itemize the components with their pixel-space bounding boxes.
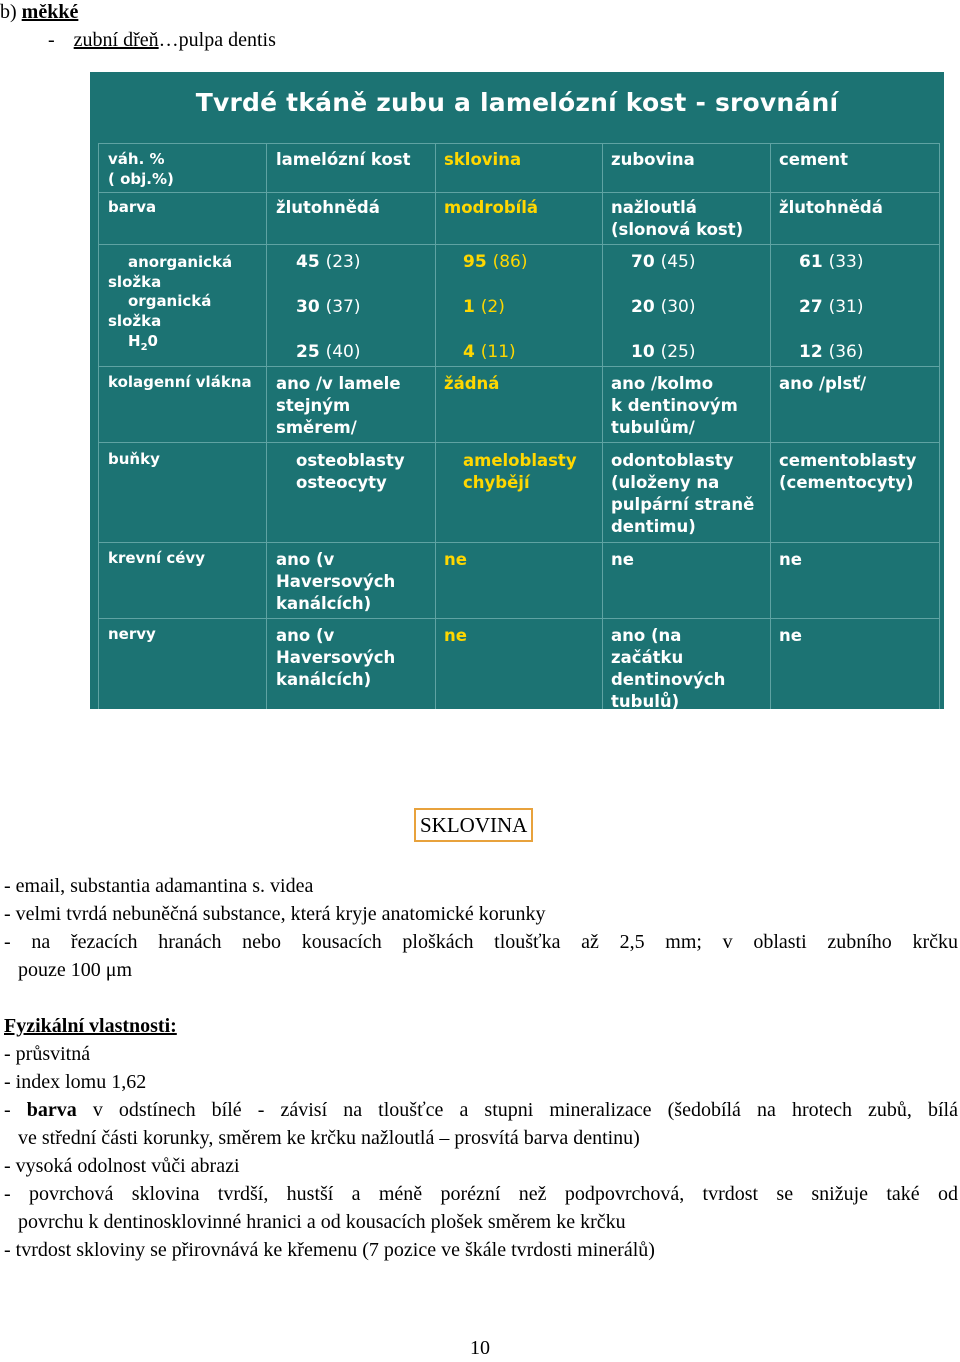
property-item-cont: povrchu k dentinosklovinné hranici a od kousacích plošek směrem ke krčku: [18, 1211, 626, 1233]
cell-nervy-zubovina: ano (na začátku dentinových tubulů): [611, 626, 726, 709]
val-anorg-cement: 61 (33): [799, 252, 864, 272]
grid-line: [939, 143, 940, 709]
val-org-cement: 27 (31): [799, 297, 864, 317]
page-number: 10: [470, 1337, 490, 1359]
property-item: - povrchová sklovina tvrdší, hustší a méně porézní než podpovrchová, tvrdost se snižuje také od: [4, 1183, 958, 1205]
label-slozka: složka: [108, 273, 162, 291]
val-org-zubovina: 20 (30): [631, 297, 696, 317]
grid-line: [98, 244, 940, 245]
col-header-zubovina: zubovina: [611, 150, 695, 169]
col-header-lamelozni-kost: lamelózní kost: [276, 150, 411, 169]
cell-nervy-kost: ano (v Haversových kanálcích): [276, 626, 396, 689]
cell-barva-zubovina: nažloutlá (slonová kost): [611, 198, 744, 239]
val-anorg-sklovina: 95 (86): [463, 252, 528, 272]
label-organicka: organická: [128, 292, 212, 310]
cell-cevy-cement: ne: [779, 550, 802, 569]
grid-line: [602, 143, 603, 709]
grid-line: [435, 143, 436, 709]
val-h2o-sklovina: 4 (11): [463, 342, 516, 362]
grid-line: [98, 442, 940, 443]
property-item-barva: - barva v odstínech bílé - závisí na tloušťce a stupni mineralizace (šedobílá na hrotech zubů, bílá: [4, 1099, 958, 1121]
val-h2o-zubovina: 10 (25): [631, 342, 696, 362]
cell-bunky-zubovina: odontoblasty (uloženy na pulpární straně dentimu): [611, 451, 755, 536]
val-anorg-zubovina: 70 (45): [631, 252, 696, 272]
label-anorganicka: anorganická: [128, 253, 233, 271]
row-label-cevy: krevní cévy: [108, 549, 205, 567]
val-h2o-cement: 12 (36): [799, 342, 864, 362]
row-label-weight: váh. % ( obj.%): [108, 150, 174, 188]
slide-title: Tvrdé tkáně zubu a lamelózní kost - srovnání: [195, 88, 839, 117]
intro-line-4: pouze 100 μm: [18, 959, 133, 981]
val-org-kost: 30 (37): [296, 297, 361, 317]
cell-barva-kost: žlutohnědá: [276, 198, 380, 217]
link-zubni-dren[interactable]: zubní dřeň: [73, 29, 159, 51]
grid-line: [266, 143, 267, 709]
cell-kolagen-zubovina: ano /kolmo k dentinovým tubulům/: [611, 374, 738, 437]
list-item-b: [0, 0, 78, 26]
col-header-cement: cement: [779, 150, 848, 169]
list-dash: -: [48, 29, 55, 51]
grid-line: [770, 143, 771, 709]
property-item-barva-cont: ve střední části korunky, směrem ke krčku nažloutlá – prosvítá barva dentinu): [18, 1127, 640, 1149]
col-header-sklovina: sklovina: [444, 150, 522, 169]
cell-cevy-kost: ano (v Haversových kanálcích): [276, 550, 396, 613]
cell-nervy-sklovina: ne: [444, 626, 467, 645]
grid-line: [98, 542, 940, 543]
section-title-mekke: měkké: [21, 1, 79, 23]
row-label-bunky: buňky: [108, 450, 160, 468]
grid-line: [98, 618, 940, 619]
intro-line-3: - na řezacích hranách nebo kousacích ploškách tloušťka až 2,5 mm; v oblasti zubního krčku: [4, 931, 958, 953]
grid-line: [98, 143, 99, 709]
cell-nervy-cement: ne: [779, 626, 802, 645]
row-label-nervy: nervy: [108, 625, 156, 643]
list-item-pulpa: [48, 26, 276, 54]
val-org-sklovina: 1 (2): [463, 297, 505, 317]
label-h2o: $H_20$: [128, 332, 158, 353]
val-h2o-kost: 25 (40): [296, 342, 361, 362]
row-label-barva: barva: [108, 198, 157, 216]
cell-barva-sklovina: modrobílá: [444, 198, 539, 217]
grid-line: [98, 366, 940, 367]
intro-line-2: - velmi tvrdá nebuněčná substance, která kryje anatomické korunky: [4, 903, 546, 925]
intro-line-1: - email, substantia adamantina s. videa: [4, 875, 314, 897]
grid-line: [98, 143, 940, 144]
properties-heading: Fyzikální vlastnosti:: [4, 1015, 177, 1037]
row-label-kolagen: kolagenní vlákna: [108, 373, 252, 391]
item-rest: …pulpa dentis: [158, 29, 276, 51]
cell-cevy-zubovina: ne: [611, 550, 634, 569]
cell-kolagen-kost: ano /v lamele stejným směrem/: [276, 374, 401, 437]
property-item: - index lomu 1,62: [4, 1071, 147, 1093]
comparison-slide: [90, 72, 944, 709]
cell-cevy-sklovina: ne: [444, 550, 467, 569]
section-heading-sklovina: SKLOVINA: [414, 808, 533, 842]
cell-kolagen-sklovina: žádná: [444, 374, 500, 393]
cell-bunky-cement: cementoblasty (cementocyty): [779, 451, 917, 492]
property-item: - průsvitná: [4, 1043, 91, 1065]
cell-bunky-sklovina: ameloblasty chybějí: [463, 451, 577, 492]
label-slozka: složka: [108, 312, 162, 330]
cell-kolagen-cement: ano /plsť/: [779, 374, 867, 393]
cell-bunky-kost: osteoblasty osteocyty: [296, 451, 405, 492]
property-item: - vysoká odolnost vůči abrazi: [4, 1155, 240, 1177]
cell-barva-cement: žlutohnědá: [779, 198, 883, 217]
val-anorg-kost: 45 (23): [296, 252, 361, 272]
grid-line: [98, 192, 940, 193]
property-item: - tvrdost skloviny se přirovnává ke křemenu (7 pozice ve škále tvrdosti minerálů): [4, 1239, 655, 1261]
list-marker: b): [0, 1, 17, 23]
